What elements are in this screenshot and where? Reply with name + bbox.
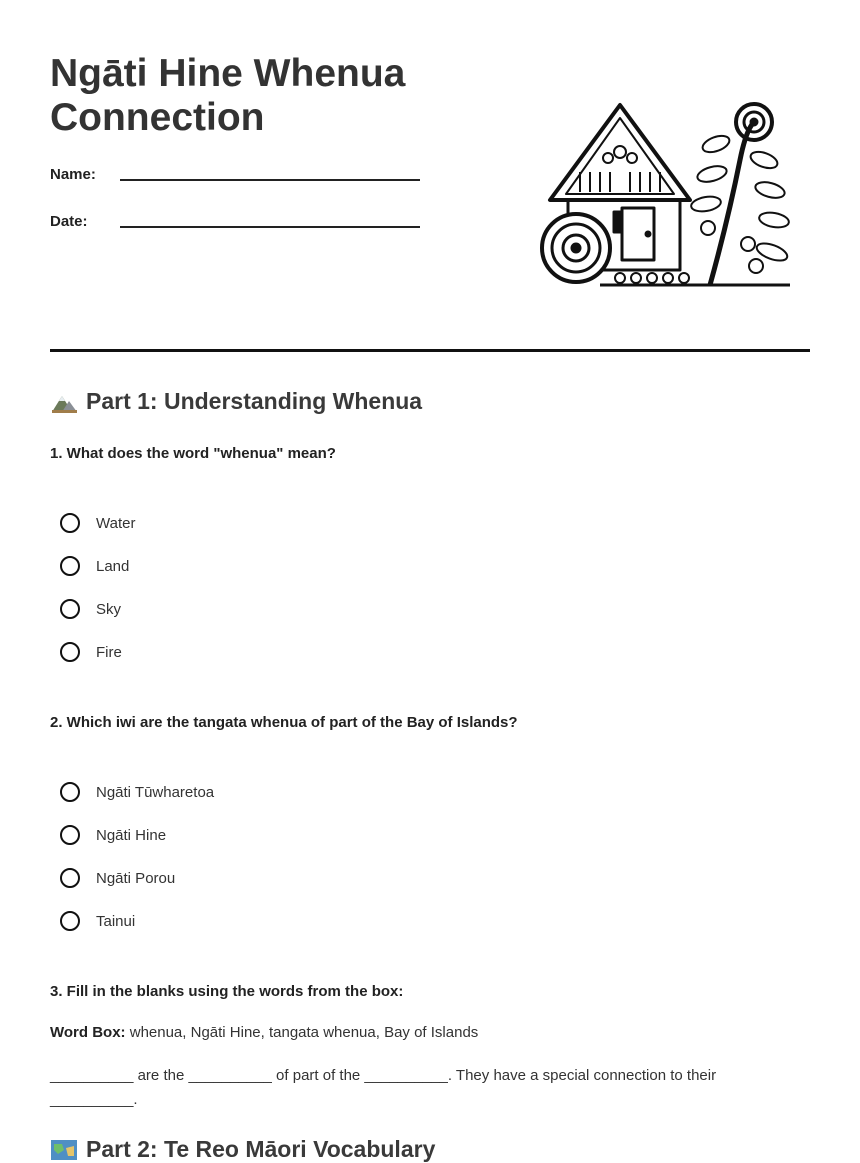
q1-option-land[interactable] (60, 553, 129, 579)
name-label: Name: (50, 166, 96, 183)
word-box (50, 1024, 478, 1041)
map-icon (50, 1138, 78, 1162)
word-box-label: Word Box: (50, 1024, 126, 1041)
date-field (50, 213, 470, 243)
wharenui-koru-illustration (540, 100, 792, 290)
q2-option-3[interactable] (60, 865, 175, 891)
q2-option-4[interactable] (60, 908, 135, 934)
word-box-words: whenua, Ngāti Hine, tangata whenua, Bay of Islands (125, 1024, 479, 1041)
part2-heading (50, 1136, 435, 1163)
radio-button[interactable] (60, 642, 80, 662)
radio-button[interactable] (60, 556, 80, 576)
header-divider (50, 349, 810, 352)
radio-button[interactable] (60, 782, 80, 802)
question-1: 1. What does the word "whenua" mean? (50, 445, 336, 462)
page-title: Ngāti Hine Whenua Connection (50, 52, 406, 139)
name-field (50, 166, 470, 196)
date-input-line[interactable] (120, 226, 420, 228)
question-3: 3. Fill in the blanks using the words from the box: (50, 983, 404, 1000)
option-label: Ngāti Porou (96, 869, 176, 887)
q1-option-water[interactable] (60, 510, 135, 536)
part1-heading (50, 388, 422, 415)
mountain-icon (50, 390, 78, 414)
part1-heading-text: Part 1: Understanding Whenua (86, 388, 423, 414)
date-label: Date: (50, 213, 88, 230)
option-label: Fire (96, 643, 122, 661)
option-label: Land (96, 557, 130, 575)
radio-button[interactable] (60, 825, 80, 845)
part2-heading-text: Part 2: Te Reo Māori Vocabulary (86, 1136, 436, 1162)
radio-button[interactable] (60, 599, 80, 619)
q2-option-1[interactable] (60, 779, 214, 805)
q1-option-sky[interactable] (60, 596, 121, 622)
radio-button[interactable] (60, 513, 80, 533)
option-label: Tainui (96, 912, 136, 930)
option-label: Sky (96, 600, 122, 618)
option-label: Water (96, 514, 136, 532)
name-input-line[interactable] (120, 179, 420, 181)
option-label: Ngāti Tūwharetoa (96, 783, 215, 801)
q2-option-2[interactable] (60, 822, 166, 848)
radio-button[interactable] (60, 868, 80, 888)
fill-in-blanks-sentence: __________ are the __________ of part of the __________. They have a special connection to their __________. (50, 1067, 717, 1108)
radio-button[interactable] (60, 911, 80, 931)
q1-option-fire[interactable] (60, 639, 122, 665)
option-label: Ngāti Hine (96, 826, 167, 844)
question-2: 2. Which iwi are the tangata whenua of part of the Bay of Islands? (50, 714, 518, 731)
